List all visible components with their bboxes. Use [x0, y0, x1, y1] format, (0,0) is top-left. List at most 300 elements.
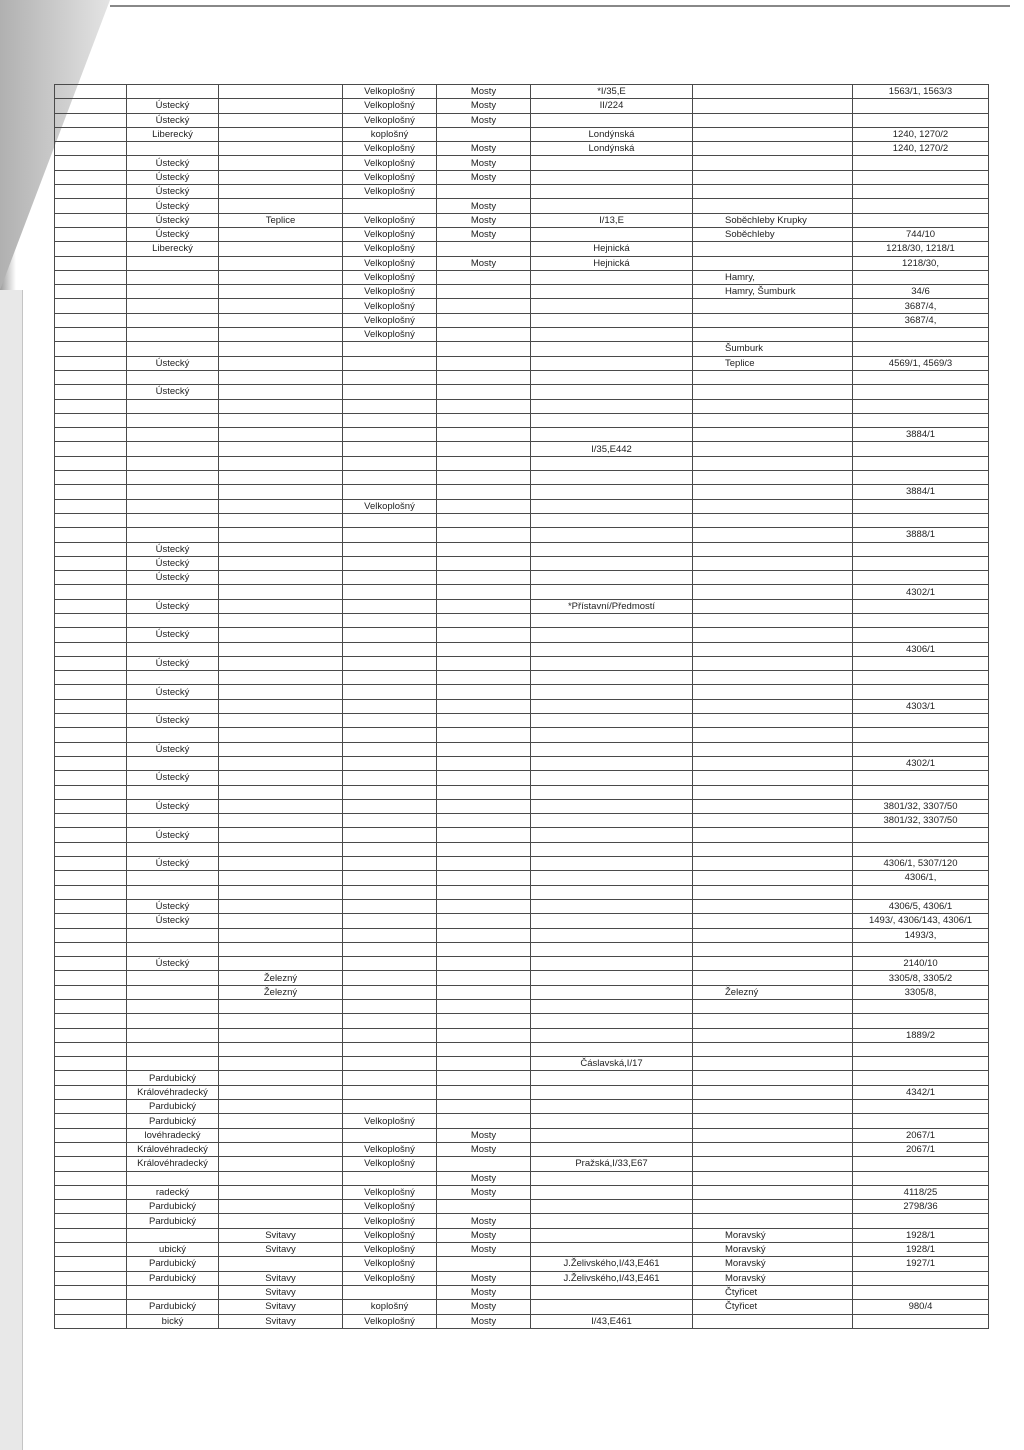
col-category-cell	[437, 485, 531, 499]
col-parcel-cell: 4306/1, 5307/120	[853, 857, 989, 871]
col-type-cell	[343, 428, 437, 442]
table-row	[55, 299, 989, 313]
col-blank-cell	[55, 456, 127, 470]
col-district-cell	[219, 1257, 343, 1271]
table-row	[55, 413, 989, 427]
table-row	[55, 385, 989, 399]
col-region-cell	[127, 871, 219, 885]
col-parcel-cell	[853, 342, 989, 356]
col-region-cell	[127, 142, 219, 156]
col-category-cell: Mosty	[437, 1243, 531, 1257]
col-type-cell	[343, 199, 437, 213]
table-row	[55, 799, 989, 813]
table-row	[55, 199, 989, 213]
col-district-cell	[219, 528, 343, 542]
col-category-cell	[437, 842, 531, 856]
col-region-cell	[127, 671, 219, 685]
col-blank-cell	[55, 213, 127, 227]
col-region-cell: lovéhradecký	[127, 1128, 219, 1142]
col-region-cell: Pardubický	[127, 1200, 219, 1214]
col-blank-cell	[55, 399, 127, 413]
table-row	[55, 185, 989, 199]
col-type-cell: Velkoplošný	[343, 299, 437, 313]
col-parcel-cell	[853, 542, 989, 556]
col-municipality-cell	[693, 857, 853, 871]
col-region-cell	[127, 328, 219, 342]
col-type-cell: Velkoplošný	[343, 328, 437, 342]
col-type-cell	[343, 685, 437, 699]
col-region-cell: Královéhradecký	[127, 1157, 219, 1171]
col-blank-cell	[55, 985, 127, 999]
col-municipality-cell	[693, 1128, 853, 1142]
col-type-cell	[343, 771, 437, 785]
col-region-cell	[127, 1171, 219, 1185]
col-blank-cell	[55, 1185, 127, 1199]
col-district-cell	[219, 685, 343, 699]
col-street-cell: II/224	[531, 99, 693, 113]
col-category-cell	[437, 671, 531, 685]
col-category-cell	[437, 771, 531, 785]
table-row	[55, 513, 989, 527]
col-category-cell	[437, 957, 531, 971]
col-street-cell: Hejnická	[531, 256, 693, 270]
col-type-cell	[343, 1071, 437, 1085]
col-parcel-cell	[853, 1100, 989, 1114]
col-blank-cell	[55, 442, 127, 456]
col-municipality-cell	[693, 370, 853, 384]
col-parcel-cell	[853, 499, 989, 513]
col-category-cell	[437, 742, 531, 756]
col-street-cell	[531, 1300, 693, 1314]
table-row	[55, 442, 989, 456]
col-municipality-cell	[693, 456, 853, 470]
col-region-cell: Ústecký	[127, 799, 219, 813]
col-street-cell	[531, 342, 693, 356]
table-row	[55, 571, 989, 585]
col-type-cell: Velkoplošný	[343, 156, 437, 170]
col-type-cell	[343, 1042, 437, 1056]
col-blank-cell	[55, 528, 127, 542]
col-district-cell	[219, 285, 343, 299]
col-municipality-cell	[693, 771, 853, 785]
col-municipality-cell	[693, 556, 853, 570]
col-parcel-cell	[853, 1157, 989, 1171]
col-street-cell	[531, 556, 693, 570]
col-parcel-cell	[853, 370, 989, 384]
col-municipality-cell	[693, 928, 853, 942]
col-district-cell	[219, 942, 343, 956]
col-region-cell	[127, 528, 219, 542]
col-municipality-cell	[693, 399, 853, 413]
col-parcel-cell: 1218/30,	[853, 256, 989, 270]
col-district-cell	[219, 1214, 343, 1228]
col-blank-cell	[55, 185, 127, 199]
col-street-cell	[531, 1171, 693, 1185]
col-parcel-cell: 4306/1,	[853, 871, 989, 885]
col-type-cell	[343, 857, 437, 871]
col-municipality-cell	[693, 1314, 853, 1328]
col-street-cell	[531, 399, 693, 413]
col-blank-cell	[55, 1057, 127, 1071]
table-row	[55, 270, 989, 284]
col-street-cell	[531, 471, 693, 485]
col-blank-cell	[55, 671, 127, 685]
col-parcel-cell: 1240, 1270/2	[853, 127, 989, 141]
col-municipality-cell	[693, 728, 853, 742]
col-blank-cell	[55, 356, 127, 370]
col-street-cell: *Přístavní/Předmostí	[531, 599, 693, 613]
col-type-cell	[343, 914, 437, 928]
col-district-cell: Svitavy	[219, 1314, 343, 1328]
col-district-cell	[219, 871, 343, 885]
col-parcel-cell: 4569/1, 4569/3	[853, 356, 989, 370]
col-type-cell	[343, 871, 437, 885]
col-district-cell	[219, 885, 343, 899]
col-parcel-cell	[853, 1114, 989, 1128]
col-street-cell	[531, 585, 693, 599]
col-region-cell: Ústecký	[127, 857, 219, 871]
col-type-cell: Velkoplošný	[343, 242, 437, 256]
col-type-cell: Velkoplošný	[343, 1243, 437, 1257]
table-row	[55, 899, 989, 913]
col-category-cell: Mosty	[437, 1171, 531, 1185]
col-street-cell: Londýnská	[531, 127, 693, 141]
table-row	[55, 285, 989, 299]
col-category-cell	[437, 1200, 531, 1214]
col-blank-cell	[55, 628, 127, 642]
col-district-cell	[219, 571, 343, 585]
col-category-cell	[437, 1000, 531, 1014]
col-category-cell	[437, 556, 531, 570]
col-street-cell	[531, 542, 693, 556]
col-blank-cell	[55, 342, 127, 356]
col-category-cell	[437, 313, 531, 327]
col-street-cell: J.Želivského,I/43,E461	[531, 1271, 693, 1285]
col-blank-cell	[55, 1271, 127, 1285]
col-category-cell	[437, 1100, 531, 1114]
col-municipality-cell	[693, 99, 853, 113]
col-region-cell: Ústecký	[127, 685, 219, 699]
col-street-cell	[531, 1071, 693, 1085]
col-district-cell	[219, 585, 343, 599]
col-category-cell	[437, 985, 531, 999]
table-row	[55, 699, 989, 713]
col-region-cell: Pardubický	[127, 1100, 219, 1114]
col-category-cell	[437, 571, 531, 585]
col-parcel-cell	[853, 771, 989, 785]
col-type-cell	[343, 442, 437, 456]
table-row	[55, 771, 989, 785]
col-region-cell: radecký	[127, 1185, 219, 1199]
col-blank-cell	[55, 871, 127, 885]
col-municipality-cell	[693, 785, 853, 799]
col-municipality-cell	[693, 156, 853, 170]
col-street-cell	[531, 1214, 693, 1228]
table-row	[55, 242, 989, 256]
col-category-cell	[437, 513, 531, 527]
col-street-cell	[531, 370, 693, 384]
col-parcel-cell: 3884/1	[853, 485, 989, 499]
table-row	[55, 756, 989, 770]
table-row	[55, 857, 989, 871]
col-category-cell: Mosty	[437, 1285, 531, 1299]
col-municipality-cell: Moravský	[693, 1228, 853, 1242]
col-category-cell	[437, 642, 531, 656]
col-district-cell	[219, 1028, 343, 1042]
col-type-cell	[343, 985, 437, 999]
col-parcel-cell: 1218/30, 1218/1	[853, 242, 989, 256]
col-parcel-cell	[853, 471, 989, 485]
col-street-cell	[531, 1128, 693, 1142]
col-street-cell	[531, 656, 693, 670]
col-municipality-cell	[693, 1042, 853, 1056]
col-category-cell	[437, 728, 531, 742]
col-parcel-cell	[853, 99, 989, 113]
col-district-cell: Svitavy	[219, 1243, 343, 1257]
col-parcel-cell	[853, 571, 989, 585]
col-parcel-cell: 34/6	[853, 285, 989, 299]
col-municipality-cell	[693, 313, 853, 327]
col-street-cell: *I/35,E	[531, 85, 693, 99]
col-region-cell: Ústecký	[127, 185, 219, 199]
col-region-cell	[127, 942, 219, 956]
col-region-cell	[127, 1285, 219, 1299]
col-street-cell	[531, 1200, 693, 1214]
table-row	[55, 485, 989, 499]
col-district-cell	[219, 599, 343, 613]
table-row	[55, 1071, 989, 1085]
col-street-cell	[531, 728, 693, 742]
col-category-cell	[437, 599, 531, 613]
col-region-cell	[127, 471, 219, 485]
col-district-cell	[219, 313, 343, 327]
col-region-cell: Ústecký	[127, 628, 219, 642]
col-district-cell	[219, 1085, 343, 1099]
table-row	[55, 428, 989, 442]
col-district-cell	[219, 1014, 343, 1028]
col-type-cell: Velkoplošný	[343, 1228, 437, 1242]
col-parcel-cell	[853, 1314, 989, 1328]
col-street-cell: Pražská,I/33,E67	[531, 1157, 693, 1171]
col-municipality-cell	[693, 1085, 853, 1099]
col-street-cell	[531, 199, 693, 213]
table-row	[55, 85, 989, 99]
col-parcel-cell	[853, 185, 989, 199]
col-municipality-cell	[693, 170, 853, 184]
col-district-cell	[219, 1057, 343, 1071]
col-parcel-cell	[853, 413, 989, 427]
col-district-cell	[219, 170, 343, 184]
col-municipality-cell: Soběchleby Krupky	[693, 213, 853, 227]
col-category-cell	[437, 1028, 531, 1042]
col-parcel-cell: 3888/1	[853, 528, 989, 542]
col-parcel-cell: 1889/2	[853, 1028, 989, 1042]
col-type-cell	[343, 585, 437, 599]
col-street-cell	[531, 742, 693, 756]
col-municipality-cell	[693, 256, 853, 270]
col-street-cell	[531, 756, 693, 770]
col-blank-cell	[55, 914, 127, 928]
col-municipality-cell	[693, 1171, 853, 1185]
col-blank-cell	[55, 1042, 127, 1056]
col-district-cell	[219, 1042, 343, 1056]
col-street-cell	[531, 1085, 693, 1099]
col-municipality-cell	[693, 1100, 853, 1114]
col-municipality-cell	[693, 185, 853, 199]
col-district-cell	[219, 299, 343, 313]
col-parcel-cell: 4302/1	[853, 585, 989, 599]
table-row	[55, 142, 989, 156]
col-region-cell	[127, 399, 219, 413]
col-parcel-cell	[853, 213, 989, 227]
col-street-cell: Hejnická	[531, 242, 693, 256]
table-row	[55, 785, 989, 799]
col-category-cell	[437, 1071, 531, 1085]
table-row	[55, 1300, 989, 1314]
col-parcel-cell: 1493/, 4306/143, 4306/1	[853, 914, 989, 928]
col-category-cell	[437, 756, 531, 770]
col-category-cell: Mosty	[437, 142, 531, 156]
col-type-cell	[343, 699, 437, 713]
col-region-cell: Liberecký	[127, 127, 219, 141]
col-type-cell	[343, 1128, 437, 1142]
col-category-cell	[437, 185, 531, 199]
col-parcel-cell	[853, 513, 989, 527]
col-municipality-cell: Hamry,	[693, 270, 853, 284]
col-parcel-cell	[853, 1214, 989, 1228]
col-region-cell	[127, 370, 219, 384]
col-district-cell	[219, 242, 343, 256]
col-parcel-cell	[853, 714, 989, 728]
col-category-cell	[437, 413, 531, 427]
col-district-cell	[219, 185, 343, 199]
col-blank-cell	[55, 613, 127, 627]
col-parcel-cell	[853, 1171, 989, 1185]
col-street-cell	[531, 1142, 693, 1156]
col-region-cell	[127, 1014, 219, 1028]
col-type-cell	[343, 1285, 437, 1299]
col-blank-cell	[55, 971, 127, 985]
col-parcel-cell	[853, 199, 989, 213]
col-type-cell: Velkoplošný	[343, 313, 437, 327]
col-region-cell	[127, 785, 219, 799]
col-region-cell	[127, 985, 219, 999]
col-blank-cell	[55, 928, 127, 942]
col-parcel-cell: 4302/1	[853, 756, 989, 770]
col-district-cell	[219, 270, 343, 284]
col-district-cell	[219, 1185, 343, 1199]
col-parcel-cell: 4306/1	[853, 642, 989, 656]
table-row	[55, 814, 989, 828]
col-type-cell: Velkoplošný	[343, 113, 437, 127]
col-parcel-cell	[853, 885, 989, 899]
col-region-cell: Ústecký	[127, 957, 219, 971]
col-category-cell: Mosty	[437, 99, 531, 113]
col-municipality-cell	[693, 328, 853, 342]
col-type-cell	[343, 628, 437, 642]
col-parcel-cell: 4342/1	[853, 1085, 989, 1099]
col-category-cell: Mosty	[437, 213, 531, 227]
col-district-cell	[219, 442, 343, 456]
table-row	[55, 1128, 989, 1142]
col-region-cell: Ústecký	[127, 227, 219, 241]
col-municipality-cell	[693, 1142, 853, 1156]
table-row	[55, 1200, 989, 1214]
col-parcel-cell	[853, 671, 989, 685]
col-blank-cell	[55, 471, 127, 485]
col-region-cell	[127, 613, 219, 627]
col-region-cell	[127, 413, 219, 427]
col-blank-cell	[55, 699, 127, 713]
col-parcel-cell: 980/4	[853, 1300, 989, 1314]
col-street-cell	[531, 871, 693, 885]
col-municipality-cell	[693, 699, 853, 713]
col-street-cell	[531, 885, 693, 899]
col-blank-cell	[55, 899, 127, 913]
col-parcel-cell	[853, 656, 989, 670]
col-blank-cell	[55, 370, 127, 384]
col-type-cell: Velkoplošný	[343, 256, 437, 270]
col-municipality-cell	[693, 1000, 853, 1014]
col-blank-cell	[55, 857, 127, 871]
col-type-cell	[343, 399, 437, 413]
col-type-cell	[343, 656, 437, 670]
table-row	[55, 1243, 989, 1257]
col-street-cell	[531, 685, 693, 699]
col-street-cell	[531, 428, 693, 442]
col-street-cell	[531, 285, 693, 299]
col-blank-cell	[55, 828, 127, 842]
col-municipality-cell	[693, 642, 853, 656]
col-municipality-cell: Teplice	[693, 356, 853, 370]
col-blank-cell	[55, 428, 127, 442]
col-district-cell	[219, 328, 343, 342]
col-street-cell	[531, 499, 693, 513]
col-parcel-cell: 3305/8, 3305/2	[853, 971, 989, 985]
col-district-cell	[219, 99, 343, 113]
table-row	[55, 1142, 989, 1156]
col-category-cell	[437, 127, 531, 141]
col-parcel-cell: 1493/3,	[853, 928, 989, 942]
col-district-cell	[219, 127, 343, 141]
col-category-cell	[437, 613, 531, 627]
col-parcel-cell: 1928/1	[853, 1243, 989, 1257]
col-region-cell: Ústecký	[127, 899, 219, 913]
col-municipality-cell	[693, 585, 853, 599]
col-type-cell: Velkoplošný	[343, 99, 437, 113]
col-street-cell	[531, 857, 693, 871]
col-parcel-cell: 2140/10	[853, 957, 989, 971]
col-type-cell	[343, 356, 437, 370]
col-street-cell	[531, 828, 693, 842]
col-type-cell: Velkoplošný	[343, 1157, 437, 1171]
col-street-cell	[531, 571, 693, 585]
col-region-cell	[127, 699, 219, 713]
col-type-cell: Velkoplošný	[343, 499, 437, 513]
col-category-cell: Mosty	[437, 170, 531, 184]
col-municipality-cell	[693, 442, 853, 456]
col-blank-cell	[55, 1314, 127, 1328]
table-row	[55, 213, 989, 227]
table-row	[55, 871, 989, 885]
col-municipality-cell	[693, 814, 853, 828]
table-row	[55, 127, 989, 141]
col-type-cell: Velkoplošný	[343, 1185, 437, 1199]
col-type-cell	[343, 814, 437, 828]
col-region-cell	[127, 428, 219, 442]
col-municipality-cell	[693, 628, 853, 642]
col-district-cell	[219, 628, 343, 642]
